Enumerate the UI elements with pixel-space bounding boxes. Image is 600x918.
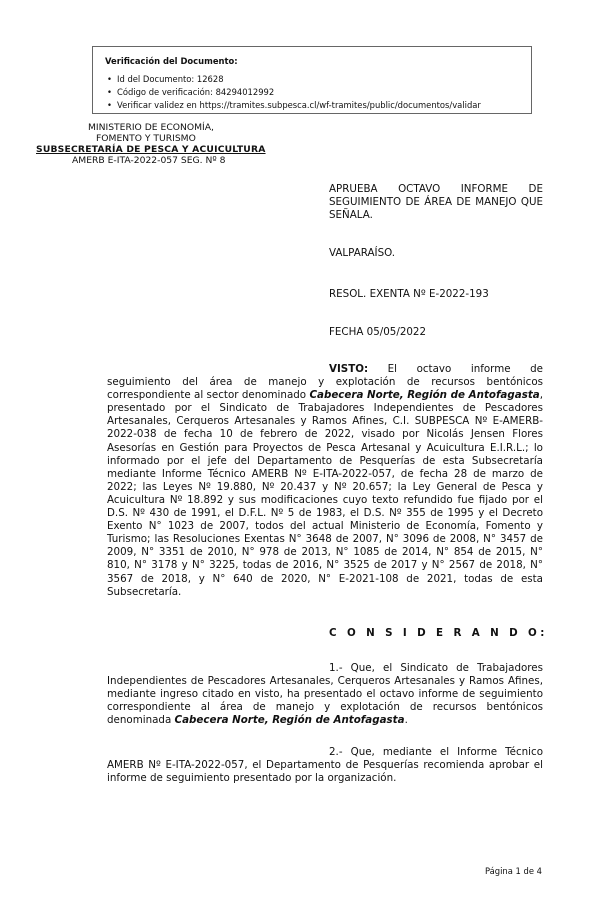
visto-first-line-text: El octavo informe de: [368, 363, 543, 375]
visto-label: VISTO:: [329, 363, 369, 375]
visto-text-part1: seguimiento del área de manejo y explotación de recursos bentónicos correspondiente al sector denominado: [107, 376, 543, 402]
verification-id: • Id del Documento: 12628: [117, 73, 531, 86]
visto-area-name: Cabecera Norte, Región de Antofagasta: [309, 389, 540, 402]
considerando-heading: C O N S I D E R A N D O:: [329, 627, 548, 639]
visto-paragraph: [107, 363, 543, 599]
considerando-2-body: AMERB Nº E-ITA-2022-057, el Departamento de Pesquerías recomienda aprobar el informe de seguimiento presentado por la organización.: [107, 759, 543, 785]
subsecretaria-name: SUBSECRETARÍA DE PESCA Y ACUICULTURA: [36, 144, 266, 155]
verification-link[interactable]: • Verificar validez en https://tramites.subpesca.cl/wf-tramites/public/documentos/validar: [117, 99, 531, 112]
resolution-number: RESOL. EXENTA Nº E-2022-193: [329, 288, 489, 300]
considerando-2: [107, 746, 543, 785]
considerando-1-end: .: [404, 714, 408, 727]
visto-first-line: [107, 363, 543, 376]
page-number: Página 1 de 4: [484, 866, 542, 876]
considerando-1-area-name: Cabecera Norte, Región de Antofagasta: [174, 714, 405, 727]
document-reference: AMERB E-ITA-2022-057 SEG. Nº 8: [72, 155, 226, 166]
considerando-1-first-line: 1.- Que, el Sindicato de Trabajadores: [329, 662, 543, 674]
considerando-2-first-line: 2.- Que, mediante el Informe Técnico: [329, 746, 543, 758]
resolution-summary: APRUEBA OCTAVO INFORME DE SEGUIMIENTO DE ÁREA DE MANEJO QUE SEÑALA.: [329, 183, 543, 221]
ministry-name: MINISTERIO DE ECONOMÍA,: [88, 122, 214, 133]
verification-list: [105, 73, 531, 112]
visto-text-part2: , presentado por el Sindicato de Trabajadores Independientes de Pescadores Artesanales, Cerqueros Artesanales y Ramos Afines, C.I. SUBPESCA Nº E-AMERB-2022-038 de fecha 10 de febrero de 2022, visado por Nicolás Jensen Flores Asesorías en Gestión para Proyectos de Pesca Artesanal y Acuicultura E.I.R.L.; lo informado por el jefe del Departamento de Pesquerías de esta Subsecretaría mediante Informe Técnico AMERB Nº E-ITA-2022-057, de fecha 28 de marzo de 2022; las Leyes Nº 19.880, Nº 20.437 y Nº 20.657; la Ley General de Pesca y Acuicultura Nº 18.892 y sus modificaciones cuyo texto refundido fue fijado por el D.S. Nº 430 de 1991, el D.F.L. Nº 5 de 1983, el D.S. Nº 355 de 1995 y el Decreto Exento N° 1023 de 2007, todos del actual Ministerio de Economía, Fomento y Turismo; las Resoluciones Exentas N° 3648 de 2007, N° 3096 de 2008, N° 3457 de 2009, N° 3351 de 2010, N° 978 de 2013, N° 1085 de 2014, N° 854 de 2015, N° 810, N° 3178 y N° 3225, todas de 2016, N° 3525 de 2017 y N° 2567 de 2018, N° 3567 de 2018, y N° 640 de 2020, N° E-2021-108 de 2021, todas de esta Subsecretaría.: [107, 389, 543, 598]
city: VALPARAÍSO.: [329, 247, 396, 259]
ministry-name-line2: FOMENTO Y TURISMO: [96, 133, 196, 144]
document-verification-box: [92, 46, 532, 114]
verification-code: • Código de verificación: 84294012992: [117, 86, 531, 99]
considerando-1: [107, 662, 543, 727]
considerando-1-text: Independientes de Pescadores Artesanales, Cerqueros Artesanales y Ramos Afines, mediante ingreso citado en visto, ha presentado el octavo informe de seguimiento correspondiente al área de manejo y explotación de recursos bentónicos denominada: [107, 675, 543, 727]
visto-body: [107, 376, 543, 599]
verification-title: Verificación del Documento:: [105, 56, 238, 66]
considerando-1-body: [107, 675, 543, 727]
resolution-date: FECHA 05/05/2022: [329, 326, 427, 338]
